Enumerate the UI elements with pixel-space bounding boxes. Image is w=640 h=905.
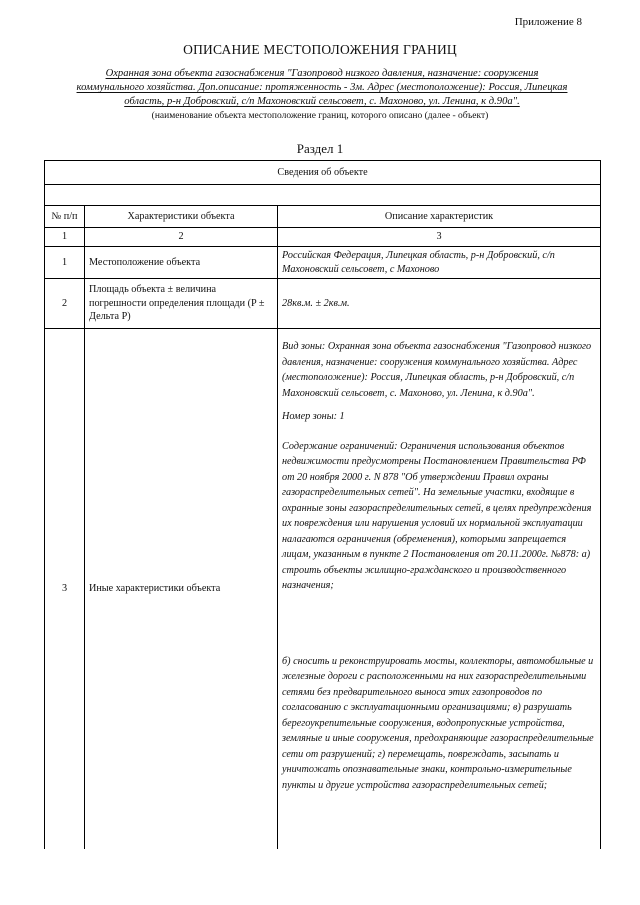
- row-description: [278, 247, 601, 279]
- row-number: 3: [45, 329, 85, 849]
- section-title: Раздел 1: [296, 141, 344, 156]
- table-row: [45, 247, 601, 279]
- object-name: Охранная зона объекта газоснабжения "Газопровод низкого давления, назначение: сооружения коммунального хозяйства. Доп.описание: протяженность - 3м. Адрес (местоположение): Россия, Липецкая область, р-н Добровский, с/п Махоновский сельсовет, с. Махоново, ул. Ленина, к д.90а".: [76, 68, 568, 107]
- description-paragraph: Номер зоны: 1: [282, 411, 345, 422]
- row-characteristic: Местоположение объекта: [85, 247, 278, 279]
- document-title: ОПИСАНИЕ МЕСТОПОЛОЖЕНИЯ ГРАНИЦ: [183, 42, 457, 57]
- column-number: 2: [85, 228, 278, 247]
- table-row: [45, 329, 601, 849]
- object-info-table: [44, 160, 601, 849]
- row-description: [278, 279, 601, 329]
- column-number-row: [45, 228, 601, 247]
- row-number: 1: [45, 247, 85, 279]
- table-blank-row: [45, 185, 601, 206]
- column-number: 1: [45, 228, 85, 247]
- table-caption: Сведения об объекте: [45, 161, 601, 185]
- table-row: [45, 279, 601, 329]
- table-header-row: [45, 206, 601, 228]
- row-number: 2: [45, 279, 85, 329]
- description-paragraph: б) сносить и реконструировать мосты, коллекторы, автомобильные и железные дороги с расположенными на них газораспределительными сетями без предварительного выноса этих газопроводов по согласованию с эксплуатационными организациями; в) разрушать берегоукрепительные сооружения, водопропускные устройства, земляные и иные сооружения, предохраняющие газораспределительные сети от разрушений; г) перемещать, повреждать, засыпать и уничтожать опознавательные знаки, контрольно-измерительные пункты и другие устройства газораспределительных сетей;: [282, 655, 594, 791]
- row-description: [278, 329, 601, 849]
- description-paragraph: Российская Федерация, Липецкая область, р-н Добровский, с/п Махоновский сельсовет, с Махоново: [282, 250, 555, 275]
- description-paragraph: Содержание ограничений: Ограничения использования объектов недвижимости предусмотрены Постановлением Правительства РФ от 20 ноября 2000 г. N 878 "Об утверждении Правил охраны газораспределительных сетей". На земельные участки, входящие в охранные зоны газораспределительных сетей, в целях предупреждения их повреждения или нарушения условий их нормальной эксплуатации налагаются ограничения (обременения), которыми запрещается лицам, указанным в пункте 2 Постановления от 20.11.2000г. №878: а) строить объекты жилищно-гражданского и производственного назначения;: [282, 440, 592, 591]
- row-characteristic: Иные характеристики объекта: [85, 329, 278, 849]
- column-header: Описание характеристик: [278, 206, 601, 228]
- appendix-label: Приложение 8: [514, 16, 582, 28]
- table-caption-row: [45, 161, 601, 185]
- column-header: № п/п: [45, 206, 85, 228]
- column-number: 3: [278, 228, 601, 247]
- description-paragraph: 28кв.м. ± 2кв.м.: [282, 297, 350, 309]
- row-characteristic: Площадь объекта ± величина погрешности определения площади (P ± Дельта P): [85, 279, 278, 329]
- column-header: Характеристики объекта: [85, 206, 278, 228]
- blank-cell: [45, 185, 601, 206]
- description-paragraph: Вид зоны: Охранная зона объекта газоснабжения "Газопровод низкого давления, назначение: сооружения коммунального хозяйства. Адрес (местоположение): Россия, Липецкая область, р-н Добровский, с/п Махоновский сельсовет, с. Махоново, ул. Ленина, к д.90а".: [282, 341, 592, 399]
- object-name-caption: (наименование объекта местоположение границ, которого описано (далее - объект): [151, 111, 489, 121]
